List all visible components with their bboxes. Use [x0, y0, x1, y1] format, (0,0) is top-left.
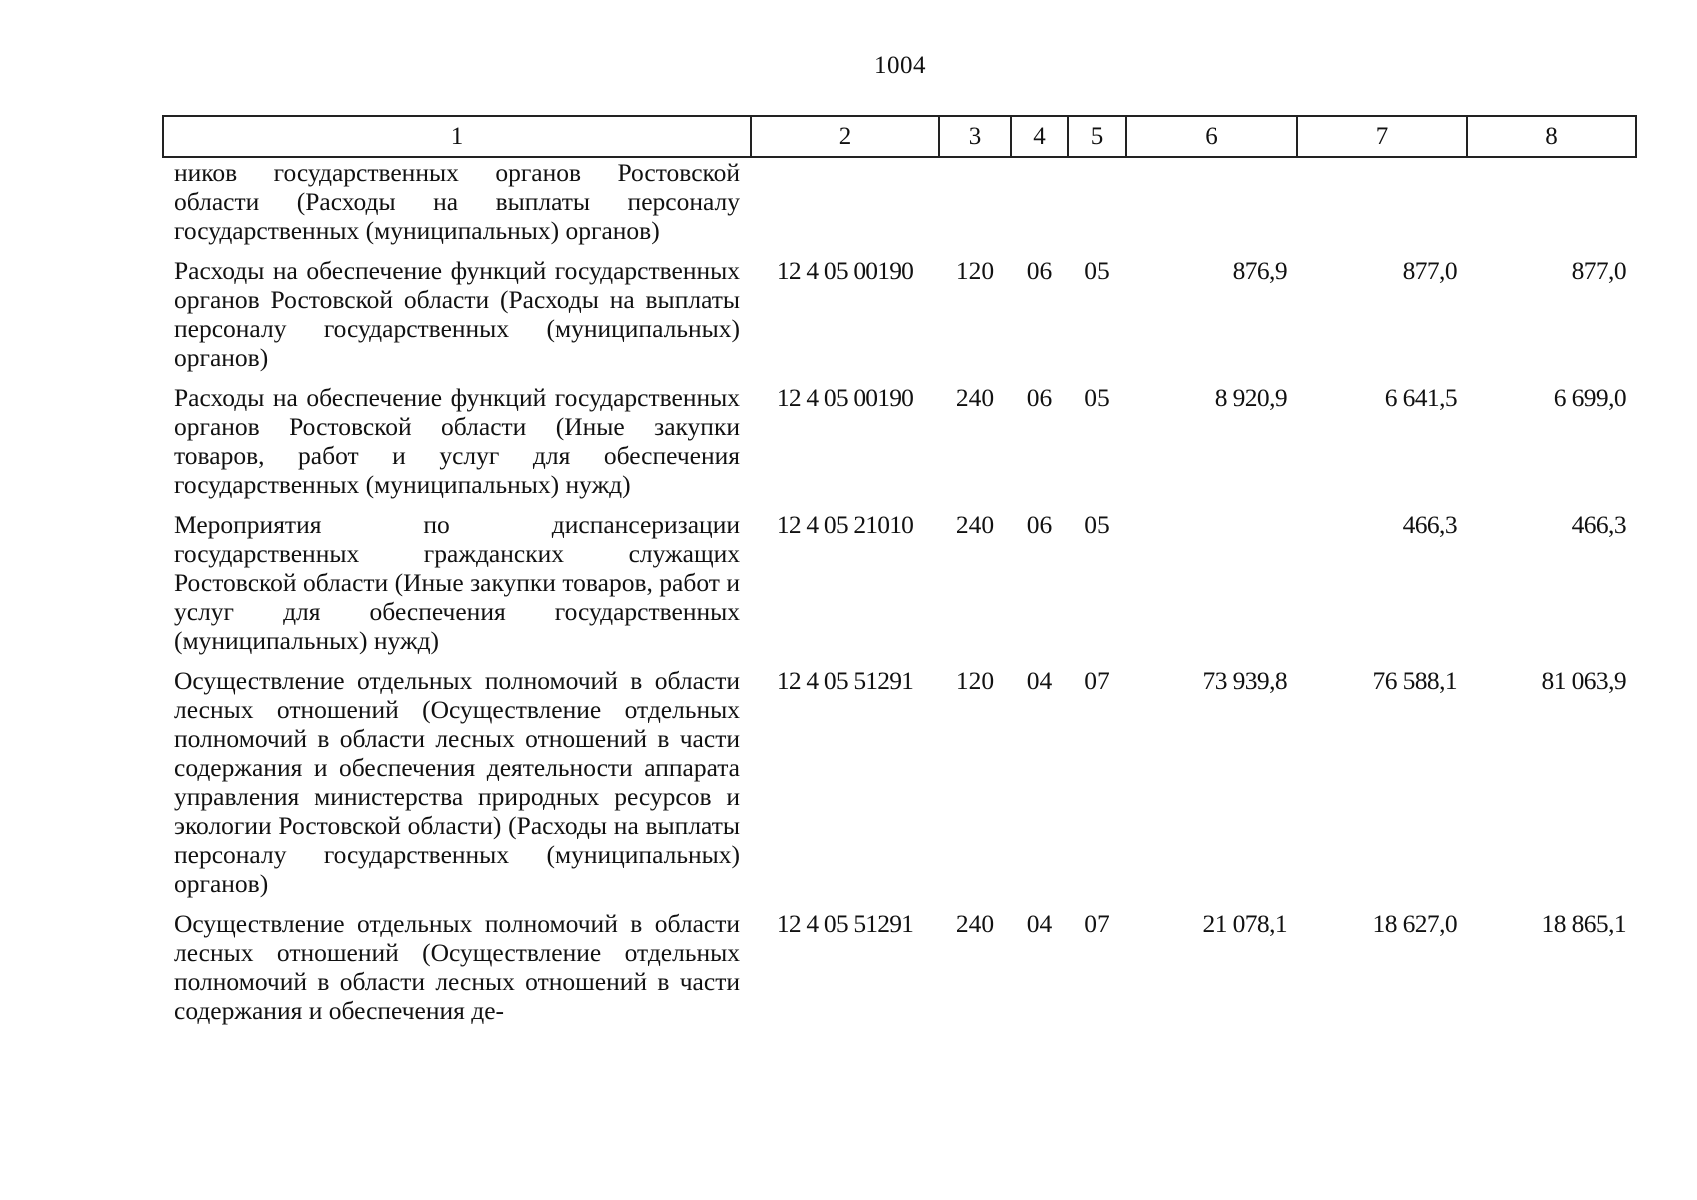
- column-header-5: 5: [1068, 116, 1126, 157]
- cell-amount-col8: 466,3: [1571, 510, 1626, 539]
- cell-subsection: 07: [1084, 666, 1110, 695]
- cell-amount-col7: 877,0: [1402, 256, 1457, 285]
- cell-target-code: 12 4 05 21010: [776, 510, 914, 539]
- cell-amount-col6: [1126, 510, 1297, 666]
- cell-section: 06: [1026, 383, 1053, 412]
- cell-subsection: 05: [1084, 383, 1110, 412]
- cell-target-code: 12 4 05 00190: [776, 256, 914, 285]
- table-row: [163, 256, 1636, 383]
- cell-expense-type: [939, 157, 1011, 256]
- cell-target-code: [751, 157, 939, 256]
- cell-amount-col6: 8 920,9: [1214, 383, 1287, 412]
- cell-amount-col8: 81 063,9: [1541, 666, 1626, 695]
- cell-target-code: 12 4 05 51291: [776, 909, 914, 938]
- column-header-6: 6: [1126, 116, 1297, 157]
- cell-section: 04: [1026, 909, 1053, 938]
- cell-amount-col6: 876,9: [1232, 256, 1287, 285]
- cell-amount-col8: 877,0: [1571, 256, 1626, 285]
- cell-amount-col8: 18 865,1: [1541, 909, 1626, 938]
- table-body: [163, 157, 1636, 1036]
- cell-amount-col7: 466,3: [1402, 510, 1457, 539]
- cell-subsection: 05: [1084, 510, 1110, 539]
- cell-description: ников государственных органов Ростовской области (Расходы на выплаты персоналу государственных (муниципальных) органов): [174, 158, 740, 245]
- table-header-row: [163, 116, 1636, 157]
- budget-table: [162, 115, 1637, 1036]
- table-row: [163, 157, 1636, 256]
- table-row: [163, 510, 1636, 666]
- cell-amount-col6: [1126, 157, 1297, 256]
- cell-amount-col6: 73 939,8: [1202, 666, 1287, 695]
- cell-section: 04: [1026, 666, 1053, 695]
- cell-expense-type: 240: [955, 383, 995, 412]
- cell-section: 06: [1026, 510, 1053, 539]
- column-header-1: 1: [163, 116, 751, 157]
- cell-subsection: 05: [1084, 256, 1110, 285]
- column-header-7: 7: [1297, 116, 1467, 157]
- cell-description: Расходы на обеспечение функций государственных органов Ростовской области (Иные закупки товаров, работ и услуг для обеспечения государственных (муниципальных) нужд): [174, 383, 740, 499]
- cell-expense-type: 120: [955, 666, 995, 695]
- cell-amount-col8: [1467, 157, 1636, 256]
- cell-target-code: 12 4 05 00190: [776, 383, 914, 412]
- cell-section: 06: [1026, 256, 1053, 285]
- cell-description: Осуществление отдельных полномочий в области лесных отношений (Осуществление отдельных полномочий в области лесных отношений в части содержания и обеспечения де-: [174, 909, 740, 1025]
- cell-amount-col7: 6 641,5: [1384, 383, 1457, 412]
- cell-amount-col6: 21 078,1: [1202, 909, 1287, 938]
- cell-subsection: [1068, 157, 1126, 256]
- page-number: 1004: [874, 52, 926, 79]
- column-header-3: 3: [939, 116, 1011, 157]
- table-row: [163, 383, 1636, 510]
- cell-expense-type: 120: [955, 256, 995, 285]
- cell-amount-col7: [1297, 157, 1467, 256]
- table-row: [163, 909, 1636, 1036]
- cell-subsection: 07: [1084, 909, 1110, 938]
- cell-amount-col7: 18 627,0: [1372, 909, 1457, 938]
- cell-amount-col8: 6 699,0: [1553, 383, 1626, 412]
- cell-expense-type: 240: [955, 909, 995, 938]
- column-header-8: 8: [1467, 116, 1636, 157]
- cell-section: [1011, 157, 1068, 256]
- column-header-4: 4: [1011, 116, 1068, 157]
- column-header-2: 2: [751, 116, 939, 157]
- cell-amount-col7: 76 588,1: [1372, 666, 1457, 695]
- cell-target-code: 12 4 05 51291: [776, 666, 914, 695]
- cell-description: Осуществление отдельных полномочий в области лесных отношений (Осуществление отдельных полномочий в области лесных отношений в части содержания и обеспечения деятельности аппарата управления министерства природных ресурсов и экологии Ростовской области) (Расходы на выплаты персоналу государственных (муниципальных) органов): [174, 666, 740, 898]
- cell-description: Расходы на обеспечение функций государственных органов Ростовской области (Расходы на выплаты персоналу государственных (муниципальных) органов): [174, 256, 740, 372]
- table-row: [163, 666, 1636, 909]
- cell-expense-type: 240: [955, 510, 995, 539]
- cell-description: Мероприятия по диспансеризации государственных гражданских служащих Ростовской области (Иные закупки товаров, работ и услуг для обеспечения государственных (муниципальных) нужд): [174, 510, 740, 655]
